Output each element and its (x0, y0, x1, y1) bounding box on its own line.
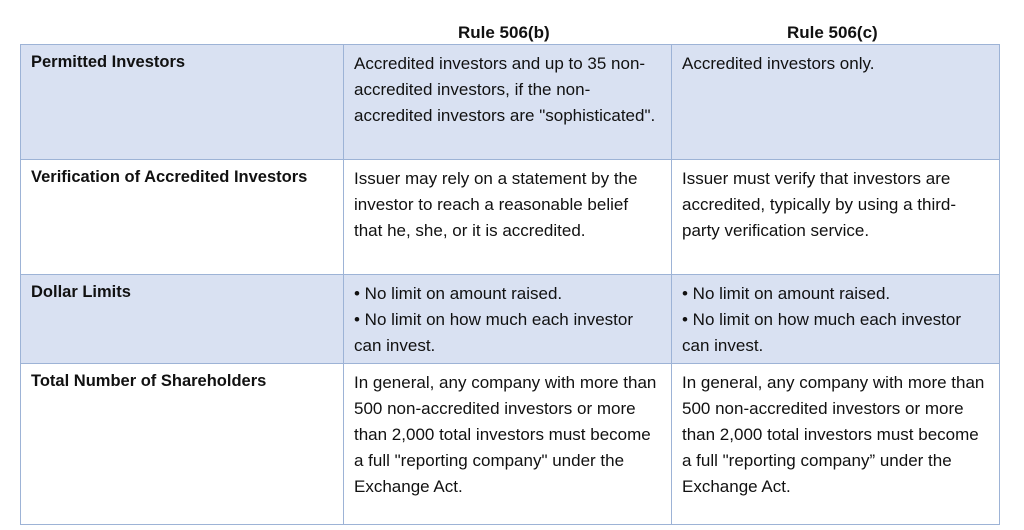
row-label-total-shareholders: Total Number of Shareholders (21, 364, 344, 525)
row-label-permitted-investors: Permitted Investors (21, 45, 344, 160)
row-label-dollar-limits: Dollar Limits (21, 275, 344, 364)
cell-rule-506c: Accredited investors only. (672, 45, 1000, 160)
bullet-item: • No limit on how much each investor can invest. (682, 310, 962, 355)
table-row (21, 275, 1000, 364)
cell-rule-506b (344, 275, 672, 364)
column-header-row (0, 0, 1024, 44)
comparison-table (20, 44, 1000, 525)
bullet-item: • No limit on how much each investor can invest. (354, 310, 634, 355)
row-label-verification: Verification of Accredited Investors (21, 160, 344, 275)
cell-rule-506b: In general, any company with more than 500 non-accredited investors or more than 2,000 total investors must become a full "reporting company" under the Exchange Act. (344, 364, 672, 525)
bullet-item: • No limit on amount raised. (682, 284, 891, 303)
table-row (21, 45, 1000, 160)
cell-rule-506c: Issuer must verify that investors are accredited, typically by using a third-party verification service. (672, 160, 1000, 275)
bullet-item: • No limit on amount raised. (354, 284, 563, 303)
table-row (21, 364, 1000, 525)
cell-rule-506c (672, 275, 1000, 364)
column-header-rule-506b: Rule 506(b) (458, 23, 550, 42)
column-header-rule-506c: Rule 506(c) (787, 23, 878, 42)
cell-rule-506c: In general, any company with more than 500 non-accredited investors or more than 2,000 total investors must become a full "reporting company” under the Exchange Act. (672, 364, 1000, 525)
cell-rule-506b: Accredited investors and up to 35 non-accredited investors, if the non-accredited investors are "sophisticated". (344, 45, 672, 160)
cell-rule-506b: Issuer may rely on a statement by the investor to reach a reasonable belief that he, she, or it is accredited. (344, 160, 672, 275)
table-row (21, 160, 1000, 275)
